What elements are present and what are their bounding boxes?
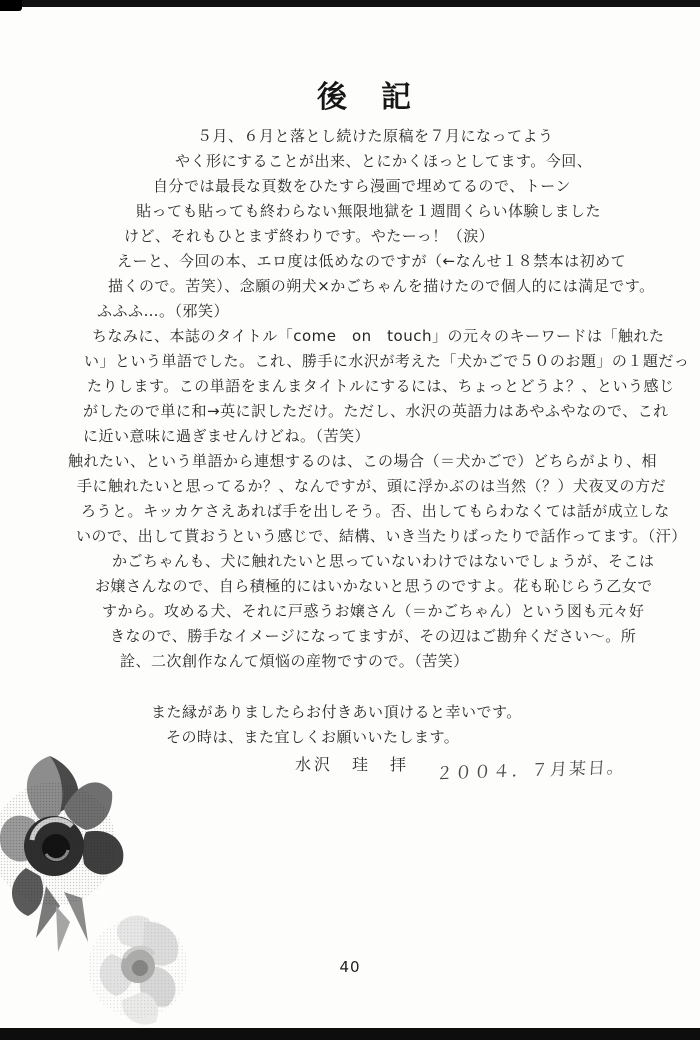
- rose-illustration: [0, 752, 208, 1040]
- text-line: かごちゃんも、犬に触れたいと思っていないわけではないでしょうが、そこは: [112, 552, 655, 570]
- text-line: ろうと。キッカケさえあれば手を出しそう。否、出してもらわなくては話が成立しな: [81, 502, 670, 520]
- text-line: ５月、６月と落とし続けた原稿を７月になってよう: [197, 127, 554, 145]
- text-line: ふふふ…。（邪笑）: [97, 302, 230, 320]
- rose-dark: [0, 756, 123, 952]
- text-line: やく形にすることが出来、とにかくほっとしてます。今回、: [175, 152, 593, 170]
- text-line: ちなみに、本誌のタイトル「come on touch」の元々のキーワードは「触れた: [92, 327, 665, 345]
- text-line: い」という単語でした。これ、勝手に水沢が考えた「犬かごで５０のお題」の１題だっ: [84, 352, 690, 370]
- text-line: に近い意味に過ぎませんけどね。（苦笑）: [83, 427, 371, 445]
- closing-block: [0, 700, 700, 750]
- text-line: きなので、勝手なイメージになってますが、その辺はご勘弁ください〜。所: [110, 627, 637, 645]
- text-line: すから。攻める犬、それに戸惑うお嬢さん（＝かごちゃん）という図も元々好: [102, 602, 645, 620]
- signature-date-handwritten: ２００４．７月某日。: [435, 757, 627, 785]
- page-title: 後 記: [317, 80, 413, 115]
- scan-edge-bottom: [0, 1028, 700, 1040]
- text-line: けど、それもひとまず終わりです。やたーっ！（涙）: [124, 227, 495, 245]
- afterword-body: [0, 124, 700, 674]
- text-line: いので、出して貰おうという感じで、結構、いき当たりばったりで話作ってます。（汗）: [76, 527, 687, 545]
- text-line: 自分では最長な頁数をひたすら漫画で埋めてるので、トーン: [153, 177, 571, 195]
- signature-name: 水沢 珪 拝: [295, 755, 410, 774]
- text-line: 貼っても貼っても終わらない無限地獄を１週間くらい体験しました: [136, 202, 602, 220]
- text-line: たりします。この単語をまんまタイトルにするには、ちょっとどうよ？、という感じ: [87, 377, 675, 395]
- page-number: 40: [339, 958, 361, 976]
- text-line: その時は、また宜しくお願いいたします。: [166, 728, 460, 746]
- text-line: がしたので単に和→英に訳しただけ。ただし、水沢の英語力はあやふやなので、これ: [83, 402, 669, 420]
- text-line: お嬢さんなので、自ら積極的にはいかないと思うのですよ。花も恥じらう乙女で: [95, 577, 653, 595]
- text-line: また縁がありましたらお付きあい頂けると幸いです。: [151, 703, 522, 721]
- scan-edge-corner: [0, 0, 22, 11]
- text-line: 手に触れたいと思ってるか？、なんですが、頭に浮かぶのは当然（？）犬夜叉の方だ: [77, 477, 667, 495]
- text-line: 詮、二次創作なんて煩悩の産物ですので。（苦笑）: [120, 652, 469, 670]
- text-line: えーと、今回の本、エロ度は低めなのですが（←なんせ１８禁本は初めて: [117, 252, 627, 270]
- text-line: 触れたい、という単語から連想するのは、この場合（＝犬かごで）どちらがより、相: [68, 452, 658, 470]
- text-line: 描くので。苦笑）、念願の朔犬×かごちゃんを描けたので個人的には満足です。: [108, 277, 655, 295]
- scan-edge-top: [0, 0, 700, 7]
